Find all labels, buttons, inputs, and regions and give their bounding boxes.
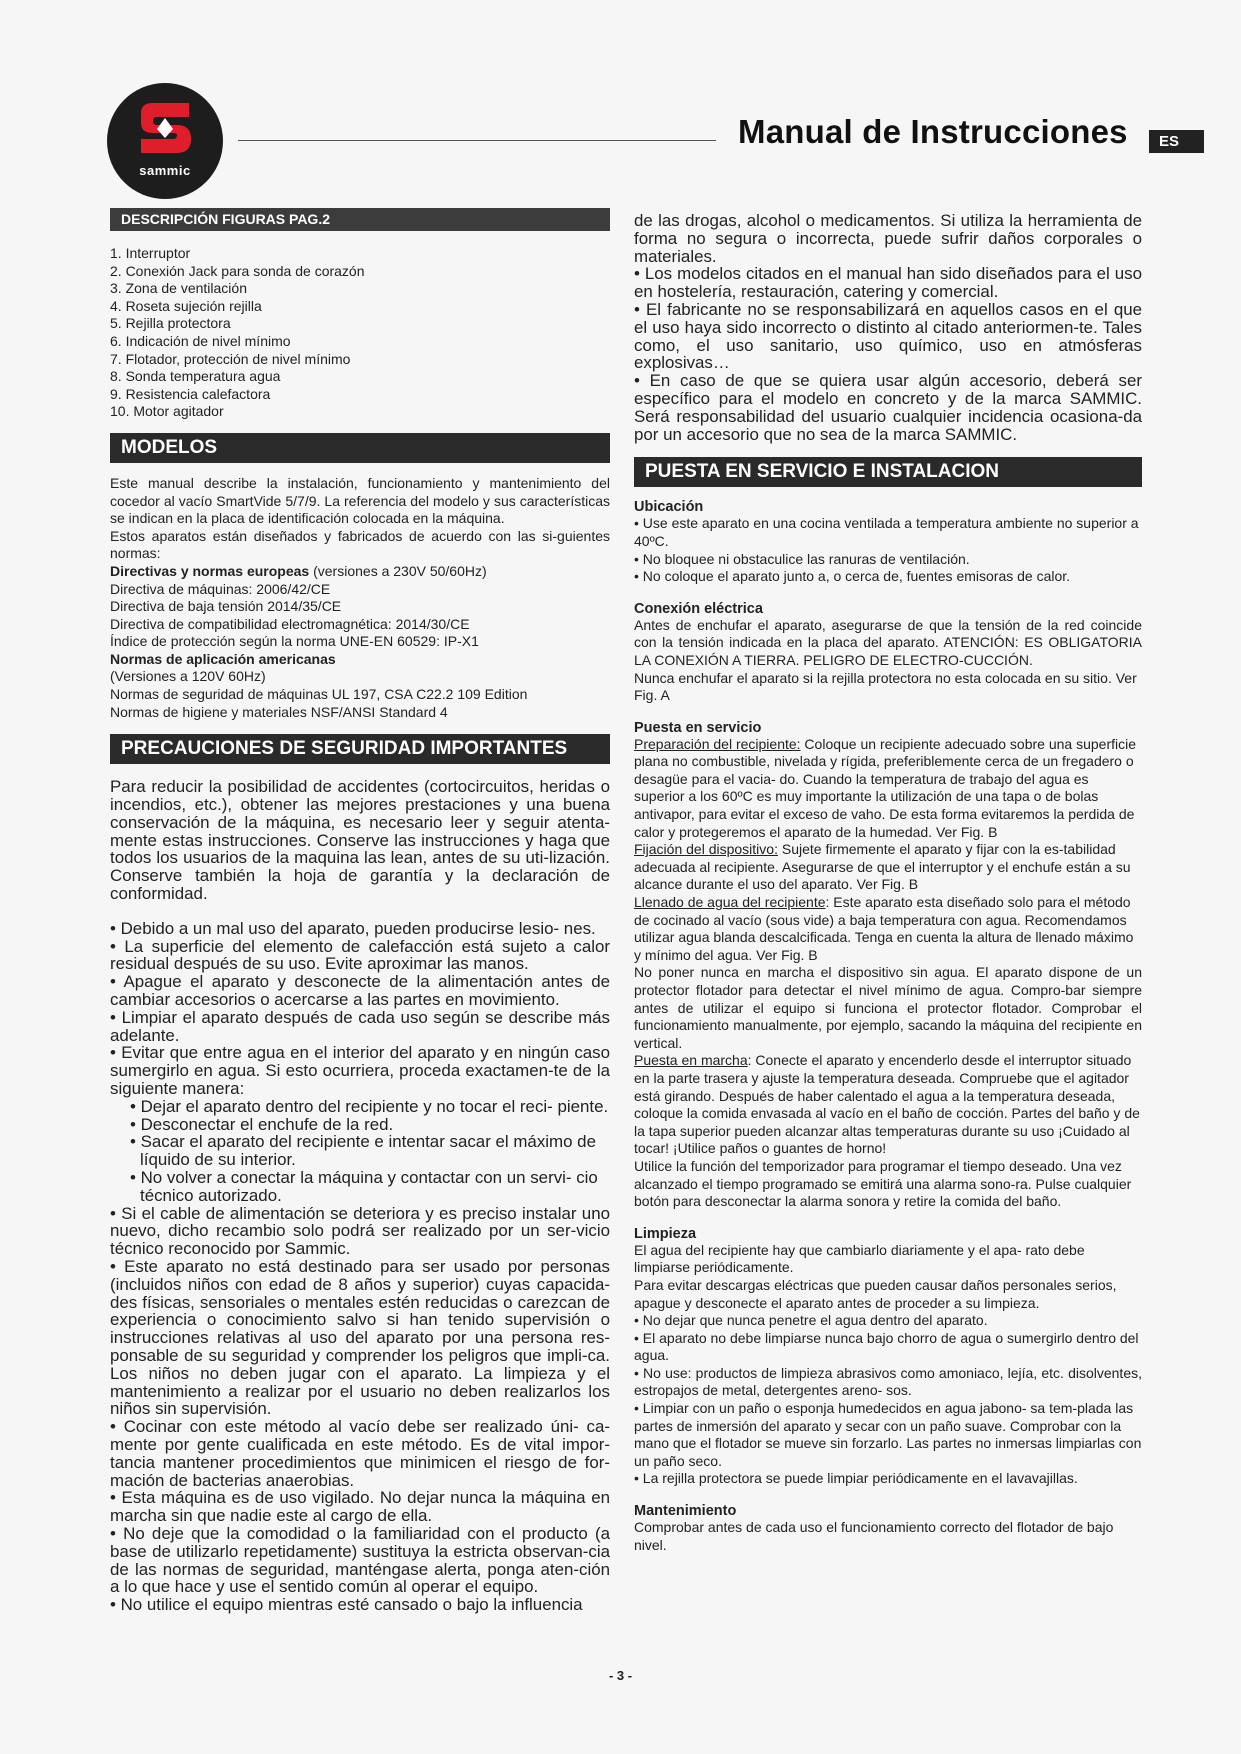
directive-line: Directiva de baja tensión 2014/35/CE <box>110 598 342 615</box>
directives-heading: Directivas y normas europeas (versiones a 230V 50/60Hz) <box>110 562 487 579</box>
figures-list <box>110 245 610 421</box>
startup-paragraph: Puesta en marcha: Conecte el aparato y encenderlo desde el interruptor situado en la parte trasera y ajuste la temperatura deseada. Compruebe que el agitador está girando. Después de haber calentado el agua a la temperatura deseada, coloque la comida envasada al vacío en el baño de cocción. Partes del baño y de la tapa superior pueden alcanzar altas temperaturas durante su uso ¡Cuidado al tocar! ¡Utilice paños o guantes de horno! <box>634 1052 1140 1157</box>
ubicacion-line: • No bloquee ni obstaculice las ranuras de ventilación. <box>634 550 970 567</box>
ubicacion-line: • Use este aparato en una cocina ventilada a temperatura ambiente no superior a 40ºC. <box>634 515 1139 549</box>
filling-paragraph: Llenado de agua del recipiente: Este aparato esta diseñado solo para el método de cocinado al vacío (sous vide) a baja temperatura con agua. Recomendamos utilizar agua blanda descalcificada. Tenga en cuenta la altura de llenado máximo y mínimo del agua. Ver Fig. B <box>634 894 1134 963</box>
list-item: 8. Sonda temperatura agua <box>110 368 281 385</box>
directive-line: Directiva de compatibilidad electromagnética: 2014/30/CE <box>110 615 470 632</box>
american-norms-heading: Normas de aplicación americanas <box>110 650 336 667</box>
maintenance-paragraph: Comprobar antes de cada uso el funcionamiento correcto del flotador de bajo nivel. <box>634 1519 1114 1553</box>
safety-bullet: • Cocinar con este método al vacío debe ser realizado úni- ca-mente por gente cualificada en este método. Es de vital impor-tancia mantener procedimientos que minimicen el riesgo de for-mación de bacterias anaerobias. <box>110 1417 610 1490</box>
safety-sub-bullet: • No volver a conectar la máquina y contactar con un servi- cio técnico autorizado. <box>130 1167 598 1205</box>
logo-text: sammic <box>139 163 191 178</box>
cleaning-line: • El aparato no debe limpiarse nunca bajo chorro de agua o sumergirlo dentro del agua. <box>634 1329 1139 1364</box>
electrical-paragraph: Antes de enchufar el aparato, asegurarse de que la tensión de la red coincide con la tensión indicada en la placa del aparato. ATENCIÓN: ES OBLIGATORIA LA CONEXIÓN A TIERRA. PELIGRO DE ELECTRO-CUCCIÓN. <box>634 616 1142 668</box>
directive-line: Índice de protección según la norma UNE-EN 60529: IP-X1 <box>110 633 479 650</box>
electrical-paragraph: Nunca enchufar el aparato si la rejilla protectora no esta colocada en su sitio. Ver Fig. A <box>634 669 1137 704</box>
safety-bullet: • No utilice el equipo mientras esté cansado o bajo la influencia <box>110 1595 583 1615</box>
sammic-logo <box>107 83 223 199</box>
safety-bullet: • El fabricante no se responsabilizará en aquellos casos en el que el uso haya sido incorrecto o distinto al citado anteriormen-te. Tales como, el uso sanitario, uso químico, uso en atmósferas explosivas… <box>634 299 1142 373</box>
list-item: 4. Roseta sujeción rejilla <box>110 297 262 314</box>
safety-sub-bullet: • Sacar el aparato del recipiente e intentar sacar el máximo de líquido de su interior. <box>130 1132 596 1170</box>
safety-sub-bullet: • Dejar el aparato dentro del recipiente y no tocar el reci- piente. <box>130 1096 609 1116</box>
cleaning-line: • No use: productos de limpieza abrasivos como amoniaco, lejía, etc. disolventes, estropajos de metal, detergentes areno- sos. <box>634 1364 1142 1399</box>
safety-intro: Para reducir la posibilidad de accidentes (cortocircuitos, heridas o incendios, etc.), obtener las mejores prestaciones y una buena conservación de la máquina, es necesario leer y seguir atenta-mente estas instrucciones. Conserve las instrucciones y haga que todos los usuarios de la maquina las lean, antes de su uti-lización. Conserve también la hoja de garantía y la declaración de conformidad. <box>110 777 610 904</box>
safety-bullet: • Limpiar el aparato después de cada uso según se describe más adelante. <box>110 1007 610 1045</box>
safety-bullet: • Debido a un mal uso del aparato, pueden producirse lesio- nes. <box>110 918 596 938</box>
right-column <box>634 212 1142 1554</box>
safety-sub-bullet: • Desconectar el enchufe de la red. <box>130 1114 394 1134</box>
left-column <box>110 208 610 1614</box>
safety-bullet: • No deje que la comodidad o la familiaridad con el producto (a base de utilizarlo repetidamente) sustituya la estricta observan-cia de las normas de seguridad, manténgase alerta, ponga aten-ción a lo que hace y use el sentido común al operar el equipo. <box>110 1523 610 1597</box>
continued-text: de las drogas, alcohol o medicamentos. Si utiliza la herramienta de forma no segura o incorrecta, puede sufrir daños corporales o materiales. <box>634 211 1142 266</box>
installation-section-title: PUESTA EN SERVICIO E INSTALACION <box>634 457 1142 487</box>
modelos-paragraph: Este manual describe la instalación, funcionamiento y mantenimiento del cocedor al vacío SmartVide 5/7/9. La referencia del modelo y sus características se indican en la placa de identificación colocada en la máquina. <box>110 474 610 527</box>
safety-bullet: • En caso de que se quiera usar algún accesorio, deberá ser específico para el modelo en concreto y de la marca SAMMIC. Será responsabilidad del usuario cualquier incidencia ocasiona-da por un accesorio que no sea de la marca SAMMIC. <box>634 371 1142 444</box>
startup-heading: Puesta en servicio <box>634 719 762 736</box>
directive-line: Directiva de máquinas: 2006/42/CE <box>110 580 331 597</box>
ubicacion-line: • No coloque el aparato junto a, o cerca de, fuentes emisoras de calor. <box>634 568 1071 585</box>
safety-section-title: PRECAUCIONES DE SEGURIDAD IMPORTANTES <box>110 734 610 764</box>
electrical-heading: Conexión eléctrica <box>634 600 763 617</box>
safety-bullet: • Evitar que entre agua en el interior del aparato y en ningún caso sumergirlo en agua. Si esto ocurriera, proceda exactamen-te de la siguiente manera: <box>110 1043 610 1098</box>
list-item: 5. Rejilla protectora <box>110 315 231 332</box>
norm-line: Normas de higiene y materiales NSF/ANSI Standard 4 <box>110 703 448 720</box>
page-number: - 3 - <box>608 1668 633 1683</box>
cleaning-line: El agua del recipiente hay que cambiarlo diariamente y el apa- rato debe limpiarse periódicamente. <box>634 1241 1085 1276</box>
safety-bullet: • Este aparato no está destinado para ser usado por personas (incluidos niños con edad de 8 años y superior) cuyas capacida-des físicas, sensoriales o mentales estén reducidas o carezcan de experiencia o conocimiento salvo si han tenido supervisión o instrucciones relativas al uso del aparato por una persona res-ponsable de su seguridad y comprender los peligros que impli-ca. Los niños no deben jugar con el aparato. La limpieza y el mantenimiento a realizar por el usuario no deben realizarlos los niños sin supervisión. <box>110 1256 610 1419</box>
timer-paragraph: Utilice la función del temporizador para programar el tiempo deseado. Una vez alcanzado el tiempo programado se emitirá una alarma sono-ra. Pulse cualquier botón para desconectar la alarma sonora y retire la comida del baño. <box>634 1157 1132 1210</box>
list-item: 1. Interruptor <box>110 245 191 261</box>
modelos-paragraph: Estos aparatos están diseñados y fabricados de acuerdo con las si-guientes normas: <box>110 527 610 562</box>
cleaning-line: • La rejilla protectora se puede limpiar periódicamente en el lavavajillas. <box>634 1470 1078 1487</box>
sammic-s-icon <box>107 83 223 199</box>
safety-bullet: • La superficie del elemento de calefacción está sujeto a calor residual después de su uso. Evite aproximar las manos. <box>110 936 610 974</box>
preparation-paragraph: Preparación del recipiente: Coloque un recipiente adecuado sobre una superficie plana no combustible, nivelada y rígida, preferiblemente cerca de un fregadero o desagüe para el vacia- do. Cuando la temperatura de trabajo del agua es superior a los 60ºC es muy importante la utilización de una tapa o de bolas antivapor, para evitar el exceso de vaho. De esta forma evitaremos la perdida de calor y protegeremos el aparato de la humedad. Ver Fig. B <box>634 735 1136 840</box>
page-title: Manual de Instrucciones <box>738 113 1128 150</box>
list-item: 9. Resistencia calefactora <box>110 385 271 402</box>
list-item: 2. Conexión Jack para sonda de corazón <box>110 262 365 279</box>
ubicacion-heading: Ubicación <box>634 499 704 516</box>
modelos-section-title: MODELOS <box>110 433 610 463</box>
norm-line: (Versiones a 120V 60Hz) <box>110 668 266 685</box>
language-badge: ES <box>1149 130 1204 153</box>
cleaning-line: Para evitar descargas eléctricas que pueden causar daños personales serios, apague y desconecte el aparato antes de proceder a su limpieza. <box>634 1276 1117 1311</box>
cleaning-line: • Limpiar con un paño o esponja humedecidos en agua jabono- sa tem-plada las partes de inmersión del aparato y secar con un paño suave. Comprobar con la mano que el flotador se mueve sin forzarlo. Las partes no inmersas limpiarlas con un paño seco. <box>634 1400 1142 1469</box>
safety-bullet: • Apague el aparato y desconecte de la alimentación antes de cambiar accesorios o acercarse a las partes en movimiento. <box>110 972 610 1010</box>
figures-section-title: DESCRIPCIÓN FIGURAS PAG.2 <box>110 208 610 231</box>
filling-paragraph-2: No poner nunca en marcha el dispositivo sin agua. El aparato dispone de un protector flotador para detectar el nivel mínimo de agua. Compro-bar siempre antes de utilizar el equipo si funciona el protector flotador. Comprobar el funcionamiento manualmente, por ejemplo, sacando la máquina del recipiente en vertical. <box>634 964 1142 1051</box>
cleaning-line: • No dejar que nunca penetre el agua dentro del aparato. <box>634 1312 988 1329</box>
fixing-paragraph: Fijación del dispositivo: Sujete firmemente el aparato y fijar con la es-tabilidad adecuada al recipiente. Asegurarse de que el interruptor y el enchufe están a su alcance durante el uso del aparato. Ver Fig. B <box>634 841 1131 893</box>
norm-line: Normas de seguridad de máquinas UL 197, CSA C22.2 109 Edition <box>110 686 528 703</box>
safety-bullet: • Los modelos citados en el manual han sido diseñados para el uso en hostelería, restauración, catering y comercial. <box>634 264 1142 302</box>
safety-bullet: • Si el cable de alimentación se deteriora y es preciso instalar uno nuevo, dicho recambio solo podrá ser realizado por un ser-vicio técnico reconocido por Sammic. <box>110 1203 610 1259</box>
safety-bullet: • Esta máquina es de uso vigilado. No dejar nunca la máquina en marcha sin que nadie este al cargo de ella. <box>110 1488 610 1526</box>
header-rule <box>238 140 716 141</box>
cleaning-heading: Limpieza <box>634 1225 697 1242</box>
list-item: 10. Motor agitador <box>110 403 224 420</box>
list-item: 6. Indicación de nivel mínimo <box>110 332 291 349</box>
maintenance-heading: Mantenimiento <box>634 1503 737 1520</box>
list-item: 7. Flotador, protección de nivel mínimo <box>110 350 351 367</box>
list-item: 3. Zona de ventilación <box>110 280 247 297</box>
